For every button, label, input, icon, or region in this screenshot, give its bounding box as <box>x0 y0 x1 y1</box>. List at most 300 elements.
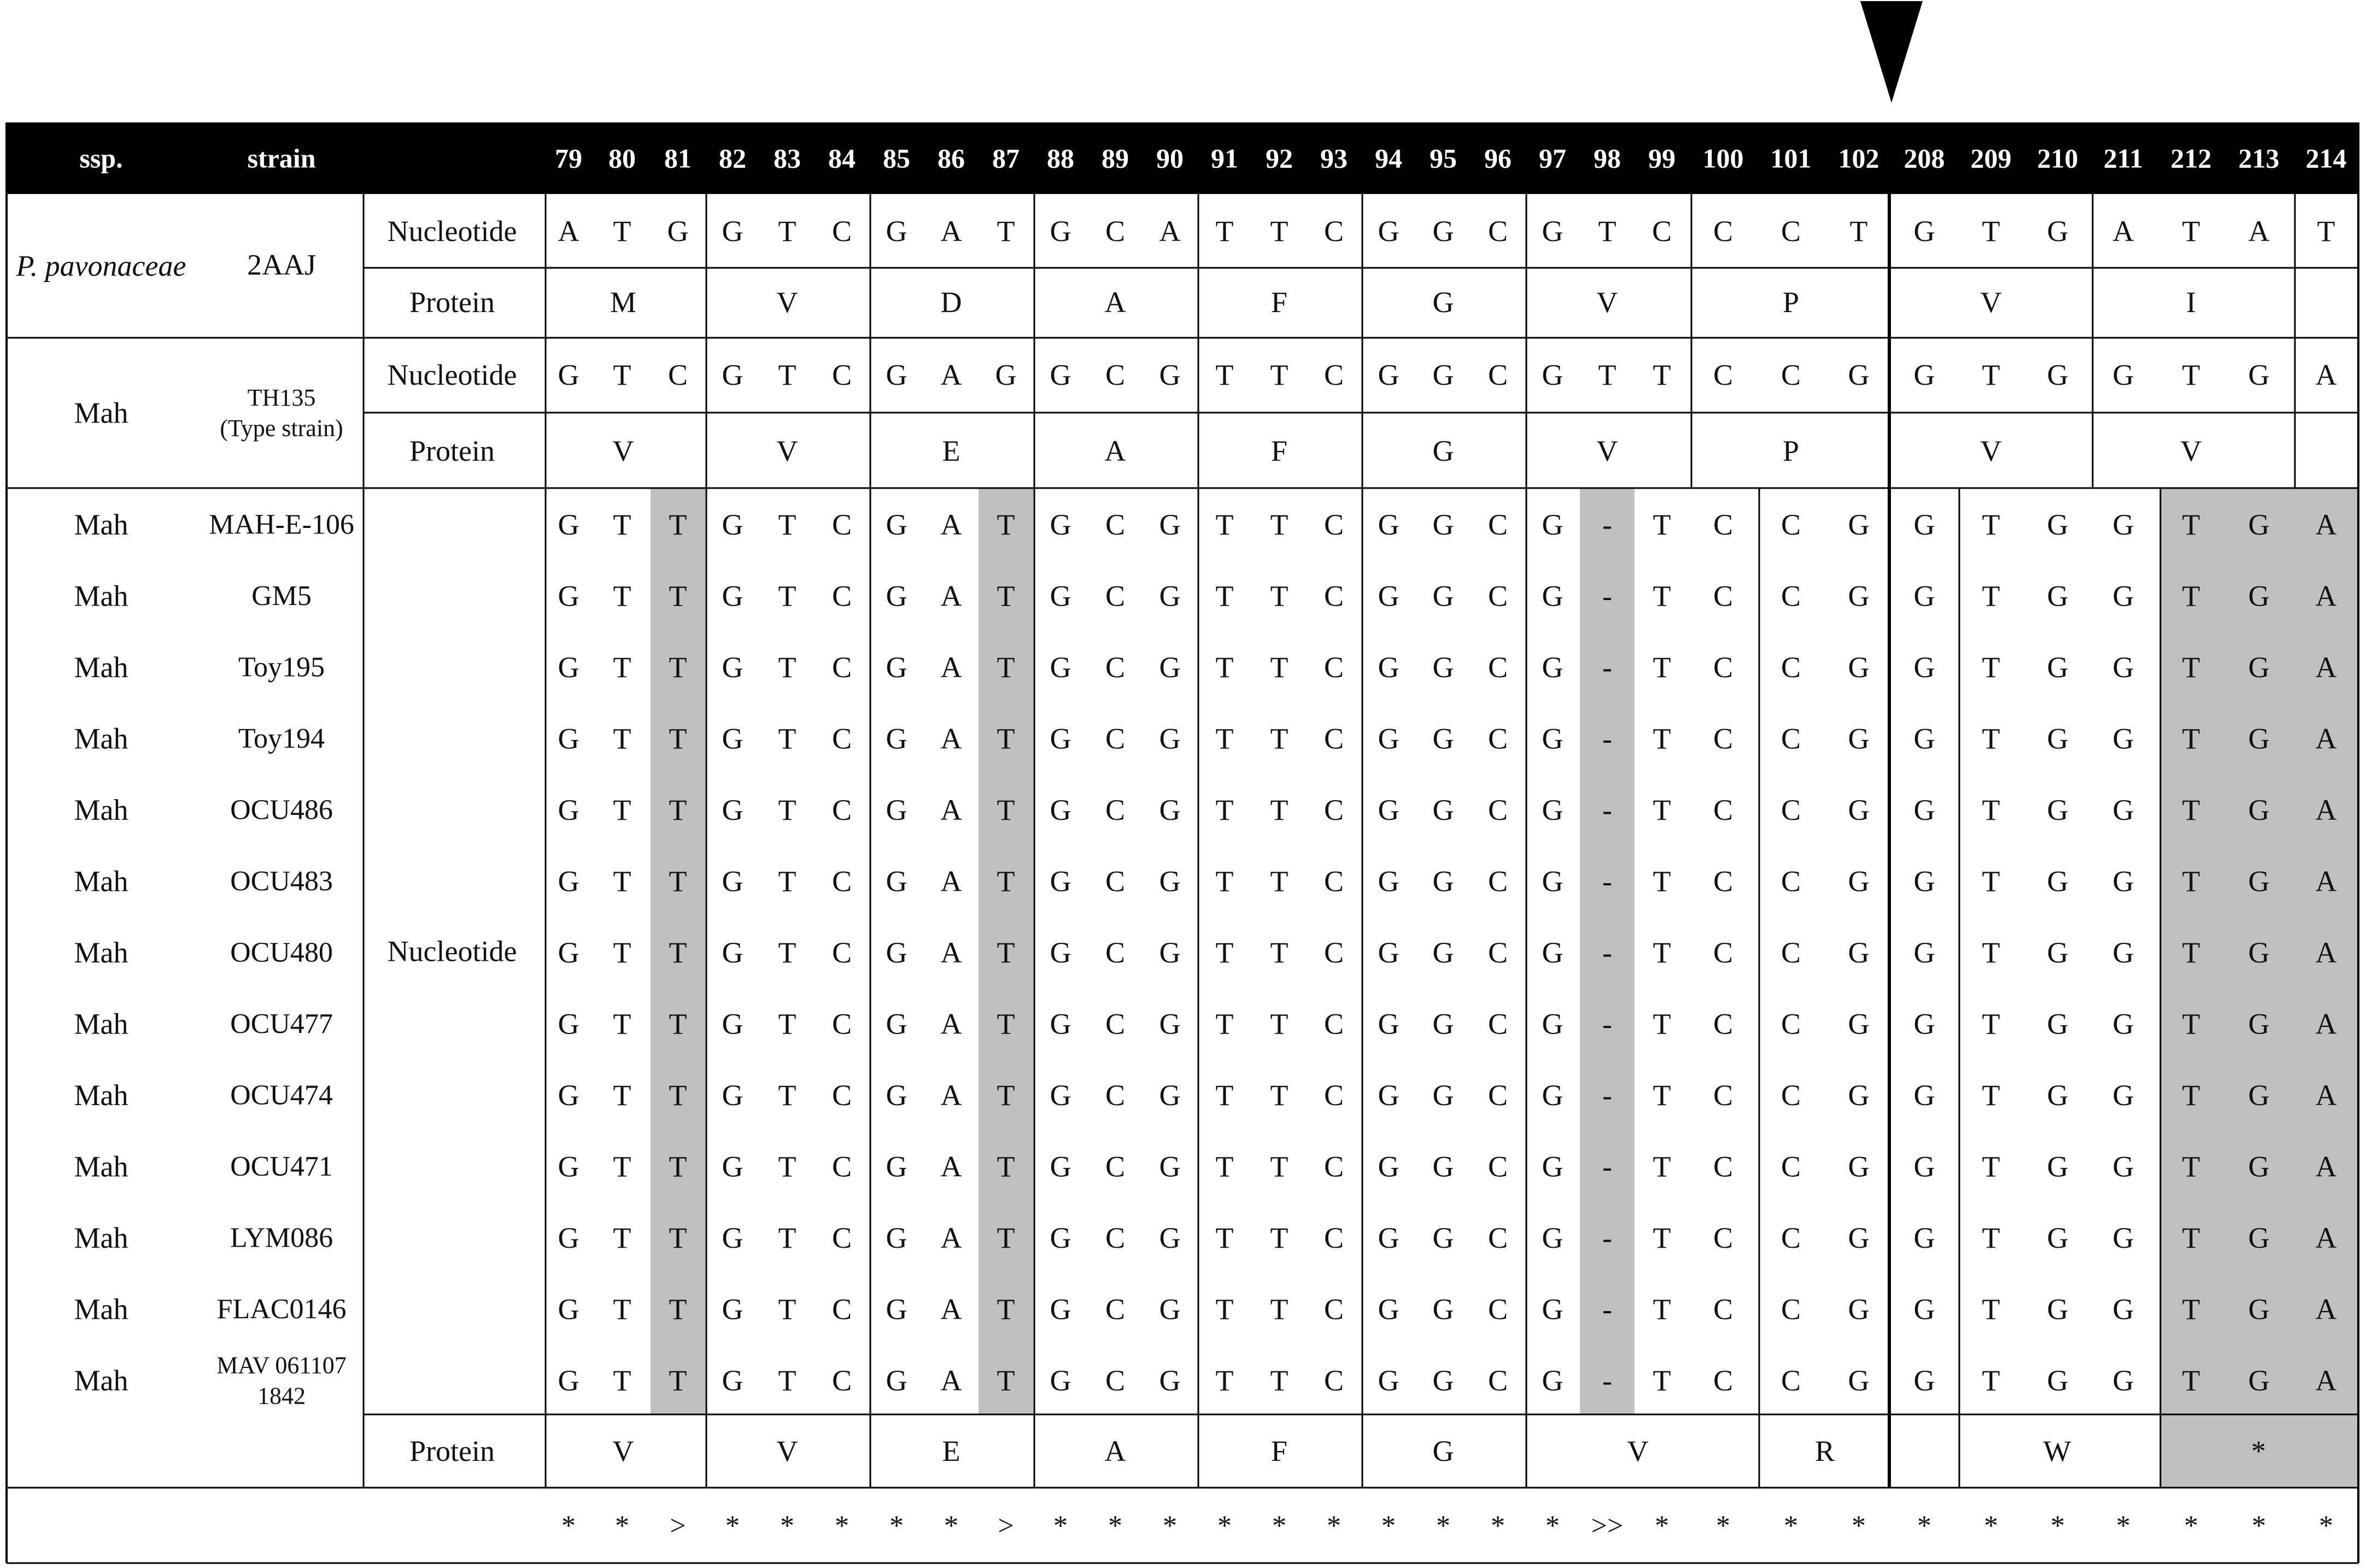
amino-acid: V <box>2180 434 2202 467</box>
nucleotide: A <box>940 1221 962 1254</box>
nucleotide: T <box>2182 215 2200 248</box>
nucleotide: T <box>613 865 631 898</box>
nucleotide: G <box>1050 1364 1071 1397</box>
nucleotide: C <box>1323 722 1344 755</box>
nucleotide: C <box>1487 1150 1508 1183</box>
isolate-strain: OCU477 <box>230 1008 333 1040</box>
nucleotide: C <box>1713 1364 1733 1397</box>
consensus-symbol: * <box>1784 1510 1798 1542</box>
nucleotide: C <box>1487 1293 1508 1326</box>
nucleotide: T <box>1653 794 1671 826</box>
header-ssp: ssp. <box>79 143 123 174</box>
nucleotide: T <box>1849 215 1868 248</box>
nucleotide: G <box>558 936 579 969</box>
nucleotide: T <box>1598 215 1617 248</box>
nucleotide: T <box>1215 579 1234 613</box>
nucleotide: G <box>1050 651 1071 684</box>
position-number: 99 <box>1648 143 1676 174</box>
nucleotide: T <box>1215 794 1234 826</box>
nucleotide: T <box>669 1293 687 1326</box>
isolate-ssp: Mah <box>74 1079 128 1112</box>
nucleotide: G <box>558 865 579 898</box>
nucleotide: - <box>1602 1007 1612 1041</box>
nucleotide: G <box>1542 1364 1563 1397</box>
nucleotide: G <box>1542 722 1563 755</box>
nucleotide: G <box>1848 722 1870 755</box>
nucleotide: T <box>1653 1293 1671 1326</box>
nucleotide: G <box>1159 651 1181 684</box>
nucleotide: T <box>778 1221 797 1254</box>
nucleotide: G <box>1378 579 1399 613</box>
nucleotide: A <box>940 722 962 755</box>
nucleotide: G <box>2047 1293 2069 1326</box>
nucleotide: G <box>2047 865 2069 898</box>
nucleotide: A <box>940 794 962 826</box>
consensus-symbol: * <box>944 1510 958 1542</box>
nucleotide: C <box>831 1221 852 1254</box>
nucleotide: T <box>778 722 797 755</box>
consensus-symbol: * <box>2252 1510 2266 1542</box>
consensus-symbol: * <box>2184 1510 2198 1542</box>
nucleotide: G <box>1848 1364 1870 1397</box>
nucleotide: T <box>997 1007 1015 1041</box>
nucleotide: T <box>1982 1007 2000 1041</box>
header-strain: strain <box>247 143 316 174</box>
nucleotide: G <box>558 1293 579 1326</box>
nucleotide: G <box>722 359 743 391</box>
nucleotide: - <box>1602 1293 1612 1326</box>
nucleotide: T <box>997 794 1015 826</box>
amino-acid: E <box>942 1435 961 1467</box>
nucleotide: G <box>1542 1221 1563 1254</box>
nucleotide: T <box>669 1364 687 1397</box>
nucleotide: - <box>1602 1079 1612 1112</box>
protein-label: Protein <box>409 1435 495 1467</box>
nucleotide: G <box>2047 579 2069 613</box>
nucleotide: C <box>1651 215 1672 248</box>
nucleotide: C <box>1105 579 1126 613</box>
nucleotide: G <box>558 359 579 391</box>
nucleotide: G <box>1848 865 1870 898</box>
nucleotide: G <box>558 1079 579 1112</box>
nucleotide: C <box>1713 1150 1733 1183</box>
nucleotide: C <box>1105 1007 1126 1041</box>
position-number: 209 <box>1970 143 2012 174</box>
amino-acid: G <box>1432 1435 1454 1467</box>
nucleotide: C <box>1781 651 1801 684</box>
nucleotide: T <box>1653 936 1671 969</box>
isolate-ssp: Mah <box>74 1293 128 1326</box>
position-number: 208 <box>1904 143 1945 174</box>
nucleotide: G <box>2112 794 2134 826</box>
amino-acid: V <box>1980 434 2002 467</box>
nucleotide: C <box>1105 359 1126 391</box>
nucleotide: C <box>831 651 852 684</box>
nucleotide: G <box>2112 1079 2134 1112</box>
nucleotide: T <box>613 1150 631 1183</box>
nucleotide: C <box>1487 1221 1508 1254</box>
nucleotide: T <box>1215 1150 1234 1183</box>
isolate-strain: OCU480 <box>230 937 333 968</box>
nucleotide: T <box>1982 1150 2000 1183</box>
nucleotide: T <box>778 651 797 684</box>
consensus-symbol: * <box>1272 1510 1286 1542</box>
nucleotide: T <box>1982 359 2000 391</box>
amino-acid: A <box>1104 434 1126 467</box>
consensus-symbol: * <box>780 1510 794 1542</box>
nucleotide: T <box>1982 722 2000 755</box>
nucleotide: G <box>722 1079 743 1112</box>
nucleotide: C <box>1105 1150 1126 1183</box>
amino-acid: A <box>1104 1435 1126 1467</box>
nucleotide: T <box>1982 651 2000 684</box>
nucleotide: G <box>1913 508 1935 541</box>
isolate-ssp: Mah <box>74 508 128 541</box>
nucleotide: G <box>1159 359 1181 391</box>
amino-acid: D <box>940 286 962 319</box>
nucleotide: G <box>1378 1007 1399 1041</box>
nucleotide: G <box>2248 579 2270 613</box>
amino-acid: V <box>1627 1435 1649 1467</box>
nucleotide: G <box>558 508 579 541</box>
nucleotide: T <box>2182 1221 2200 1254</box>
nucleotide: G <box>2047 1364 2069 1397</box>
stop-codon-highlight <box>2160 488 2358 1488</box>
consensus-symbol: * <box>1436 1510 1450 1542</box>
isolate-ssp: Mah <box>74 936 128 969</box>
nucleotide: T <box>669 508 687 541</box>
nucleotide: G <box>2112 1221 2134 1254</box>
nucleotide: C <box>1487 1079 1508 1112</box>
nucleotide: C <box>1713 359 1733 391</box>
nucleotide: G <box>1378 215 1399 248</box>
amino-acid: F <box>1270 1435 1288 1467</box>
nucleotide: A <box>2315 1079 2337 1112</box>
nucleotide: T <box>1653 1364 1671 1397</box>
nucleotide: G <box>1378 1364 1399 1397</box>
nucleotide: A <box>2315 359 2337 391</box>
isolate-ssp: Mah <box>74 579 128 613</box>
position-number: 211 <box>2103 143 2144 174</box>
nucleotide: C <box>831 1364 852 1397</box>
nucleotide: G <box>2248 936 2270 969</box>
nucleotide: T <box>778 508 797 541</box>
nucleotide: C <box>1487 794 1508 826</box>
nucleotide: T <box>2317 215 2335 248</box>
nucleotide: G <box>2047 722 2069 755</box>
nucleotide: C <box>1487 722 1508 755</box>
nucleotide: T <box>1653 651 1671 684</box>
nucleotide: T <box>997 1079 1015 1112</box>
nucleotide: G <box>2047 651 2069 684</box>
nucleotide: C <box>1487 215 1508 248</box>
nucleotide: T <box>1270 579 1289 613</box>
nucleotide: G <box>886 936 907 969</box>
nucleotide: G <box>1159 508 1181 541</box>
nucleotide: G <box>1378 359 1399 391</box>
nucleotide: G <box>1378 936 1399 969</box>
nucleotide: T <box>2182 651 2200 684</box>
nucleotide-label: Nucleotide <box>387 359 517 391</box>
position-number: 83 <box>774 143 801 174</box>
nucleotide: T <box>613 359 631 391</box>
nucleotide: C <box>1487 651 1508 684</box>
reference-strain: 2AAJ <box>247 248 317 281</box>
nucleotide: G <box>2112 359 2134 391</box>
nucleotide: T <box>997 651 1015 684</box>
nucleotide: G <box>1432 936 1454 969</box>
nucleotide: G <box>667 215 689 248</box>
consensus-symbol: * <box>1327 1510 1341 1542</box>
nucleotide: T <box>669 1150 687 1183</box>
nucleotide: A <box>2315 936 2337 969</box>
nucleotide: G <box>886 359 907 391</box>
nucleotide: G <box>1542 651 1563 684</box>
nucleotide: G <box>886 722 907 755</box>
nucleotide: T <box>997 722 1015 755</box>
position-number: 210 <box>2037 143 2078 174</box>
nucleotide: C <box>1487 359 1508 391</box>
nucleotide: G <box>1913 722 1935 755</box>
nucleotide: G <box>1848 359 1870 391</box>
nucleotide: G <box>1848 508 1870 541</box>
nucleotide: G <box>1848 1150 1870 1183</box>
nucleotide: G <box>1050 865 1071 898</box>
position-number: 82 <box>719 143 746 174</box>
nucleotide: T <box>997 1150 1015 1183</box>
nucleotide: G <box>1432 1221 1454 1254</box>
nucleotide: G <box>1913 794 1935 826</box>
nucleotide: T <box>1982 936 2000 969</box>
reference-ssp: Mah <box>74 396 128 430</box>
nucleotide: G <box>1913 1007 1935 1041</box>
nucleotide: C <box>1781 1079 1801 1112</box>
nucleotide: C <box>1105 1293 1126 1326</box>
amino-acid: R <box>1814 1435 1835 1467</box>
nucleotide: G <box>1159 1150 1181 1183</box>
amino-acid: E <box>942 434 961 467</box>
nucleotide: T <box>613 794 631 826</box>
nucleotide: T <box>1215 359 1234 391</box>
nucleotide: A <box>940 579 962 613</box>
nucleotide: A <box>940 651 962 684</box>
protein-label: Protein <box>409 434 495 467</box>
consensus-symbol: * <box>889 1510 904 1542</box>
nucleotide: T <box>613 1007 631 1041</box>
nucleotide: T <box>2182 1007 2200 1041</box>
nucleotide: G <box>2112 1150 2134 1183</box>
nucleotide: T <box>1215 508 1234 541</box>
nucleotide: C <box>1487 1364 1508 1397</box>
nucleotide: C <box>1323 579 1344 613</box>
nucleotide: A <box>1159 215 1181 248</box>
nucleotide: T <box>613 1221 631 1254</box>
nucleotide: - <box>1602 579 1612 613</box>
nucleotide: A <box>940 1079 962 1112</box>
amino-acid: V <box>612 1435 634 1467</box>
consensus-symbol: > <box>998 1510 1014 1542</box>
nucleotide: G <box>1432 1079 1454 1112</box>
nucleotide: G <box>1432 1364 1454 1397</box>
nucleotide: A <box>2315 1221 2337 1254</box>
nucleotide: A <box>2315 1364 2337 1397</box>
nucleotide: A <box>2315 508 2337 541</box>
nucleotide: A <box>2315 1007 2337 1041</box>
amino-acid: * <box>2251 1435 2266 1467</box>
nucleotide: C <box>1713 1293 1733 1326</box>
nucleotide: G <box>1050 722 1071 755</box>
nucleotide: T <box>2182 579 2200 613</box>
nucleotide: C <box>1323 1293 1344 1326</box>
amino-acid: P <box>1782 286 1800 319</box>
nucleotide: T <box>2182 1293 2200 1326</box>
nucleotide: T <box>1598 359 1617 391</box>
nucleotide: G <box>1378 1293 1399 1326</box>
position-number: 102 <box>1838 143 1879 174</box>
nucleotide: G <box>1848 1221 1870 1254</box>
nucleotide: G <box>1913 215 1935 248</box>
nucleotide: G <box>1378 651 1399 684</box>
nucleotide: G <box>1542 1293 1563 1326</box>
nucleotide: G <box>1848 651 1870 684</box>
nucleotide-label: Nucleotide <box>387 215 517 248</box>
position-number: 213 <box>2238 143 2280 174</box>
nucleotide: T <box>669 651 687 684</box>
nucleotide: T <box>778 579 797 613</box>
position-number: 212 <box>2170 143 2212 174</box>
nucleotide: G <box>1542 579 1563 613</box>
nucleotide: T <box>1653 579 1671 613</box>
nucleotide: G <box>1432 1150 1454 1183</box>
nucleotide: G <box>722 215 743 248</box>
nucleotide: A <box>940 936 962 969</box>
nucleotide: G <box>1913 936 1935 969</box>
nucleotide: A <box>2315 722 2337 755</box>
nucleotide: - <box>1602 1221 1612 1254</box>
nucleotide: C <box>1323 1007 1344 1041</box>
consensus-symbol: * <box>725 1510 740 1542</box>
nucleotide: T <box>778 1364 797 1397</box>
nucleotide: A <box>940 1007 962 1041</box>
nucleotide: - <box>1602 1364 1612 1397</box>
nucleotide: T <box>1270 359 1289 391</box>
nucleotide: G <box>722 794 743 826</box>
nucleotide: C <box>1323 865 1344 898</box>
nucleotide: G <box>1913 1150 1935 1183</box>
nucleotide: C <box>1105 651 1126 684</box>
nucleotide: G <box>1050 359 1071 391</box>
nucleotide: G <box>1378 1150 1399 1183</box>
nucleotide: G <box>1848 1079 1870 1112</box>
nucleotide: G <box>886 1150 907 1183</box>
nucleotide: - <box>1602 936 1612 969</box>
nucleotide: G <box>1159 722 1181 755</box>
nucleotide: T <box>613 1293 631 1326</box>
nucleotide: G <box>1050 1221 1071 1254</box>
nucleotide: G <box>722 651 743 684</box>
nucleotide: T <box>669 936 687 969</box>
nucleotide: T <box>997 215 1015 248</box>
nucleotide: G <box>1913 651 1935 684</box>
nucleotide: T <box>1270 1364 1289 1397</box>
nucleotide: T <box>778 215 797 248</box>
amino-acid: M <box>610 286 637 319</box>
nucleotide: G <box>1050 1150 1071 1183</box>
nucleotide: T <box>1982 1364 2000 1397</box>
nucleotide: G <box>2248 722 2270 755</box>
nucleotide: G <box>1050 215 1071 248</box>
nucleotide: C <box>1105 722 1126 755</box>
nucleotide: G <box>1542 1079 1563 1112</box>
amino-acid: V <box>1980 286 2002 319</box>
consensus-symbol: * <box>2116 1510 2130 1542</box>
nucleotide: G <box>2112 508 2134 541</box>
amino-acid: A <box>1104 286 1126 319</box>
consensus-symbol: * <box>835 1510 849 1542</box>
nucleotide: T <box>1215 215 1234 248</box>
consensus-symbol: * <box>1217 1510 1232 1542</box>
nucleotide: C <box>1487 1007 1508 1041</box>
nucleotide: - <box>1602 722 1612 755</box>
nucleotide: G <box>2248 1007 2270 1041</box>
consensus-symbol: > <box>670 1510 686 1542</box>
nucleotide: G <box>558 579 579 613</box>
nucleotide: T <box>669 1007 687 1041</box>
nucleotide: G <box>1432 865 1454 898</box>
nucleotide: G <box>1542 865 1563 898</box>
nucleotide: T <box>1653 508 1671 541</box>
consensus-symbol: * <box>1491 1510 1505 1542</box>
nucleotide: G <box>1542 794 1563 826</box>
nucleotide: G <box>558 1221 579 1254</box>
nucleotide: T <box>669 1079 687 1112</box>
nucleotide: G <box>722 1293 743 1326</box>
nucleotide: C <box>831 1007 852 1041</box>
nucleotide: T <box>2182 508 2200 541</box>
down-triangle-marker-icon <box>1860 1 1923 103</box>
position-number: 85 <box>883 143 910 174</box>
consensus-symbol: * <box>1381 1510 1396 1542</box>
nucleotide: G <box>722 1007 743 1041</box>
nucleotide: T <box>1270 508 1289 541</box>
nucleotide: G <box>886 651 907 684</box>
isolate-ssp: Mah <box>74 1007 128 1041</box>
nucleotide: C <box>831 865 852 898</box>
nucleotide: T <box>997 1293 1015 1326</box>
nucleotide: A <box>558 215 579 248</box>
nucleotide: G <box>886 215 907 248</box>
nucleotide: G <box>2047 508 2069 541</box>
nucleotide: C <box>1323 508 1344 541</box>
nucleotide: G <box>2248 508 2270 541</box>
nucleotide: G <box>1159 1364 1181 1397</box>
nucleotide: T <box>613 215 631 248</box>
nucleotide: C <box>1105 794 1126 826</box>
position-number: 100 <box>1702 143 1744 174</box>
nucleotide: G <box>2248 1221 2270 1254</box>
nucleotide: C <box>1487 508 1508 541</box>
isolate-ssp: Mah <box>74 1150 128 1183</box>
amino-acid: V <box>1596 286 1618 319</box>
nucleotide: G <box>722 936 743 969</box>
nucleotide: C <box>1713 794 1733 826</box>
nucleotide: T <box>778 1293 797 1326</box>
nucleotide: T <box>1215 1221 1234 1254</box>
nucleotide: G <box>1432 1293 1454 1326</box>
isolate-ssp: Mah <box>74 794 128 826</box>
nucleotide: C <box>1105 865 1126 898</box>
isolate-strain: MAH-E-106 <box>209 509 354 541</box>
